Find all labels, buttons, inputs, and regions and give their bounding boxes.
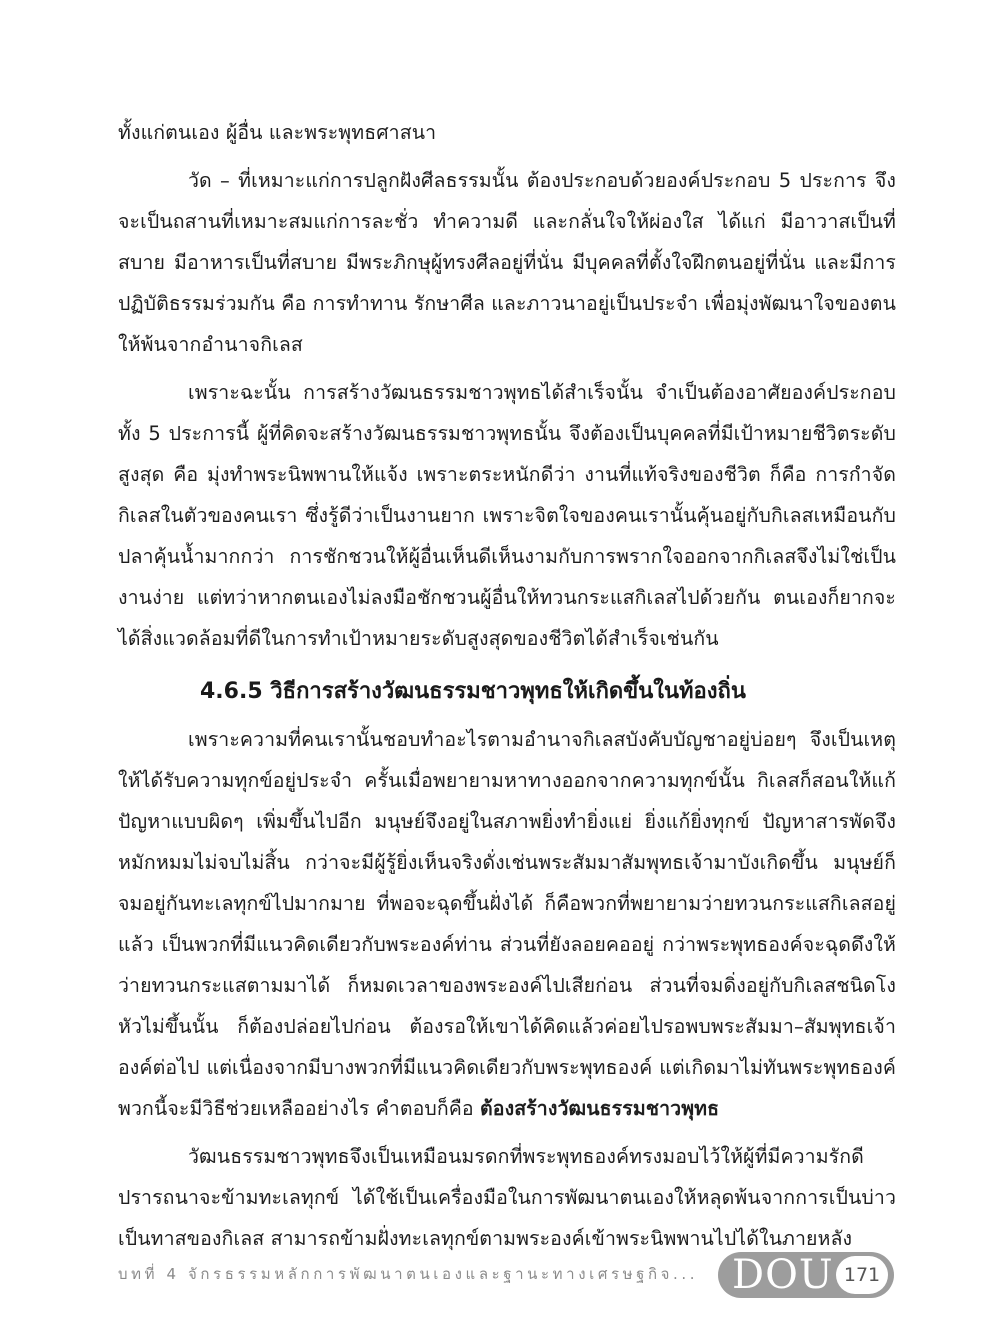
paragraph-heritage: วัฒนธรรมชาวพุทธจึงเป็นเหมือนมรดกที่พระพุทธองค์ทรงมอบไว้ให้ผู้ที่มีความรักดีปรารถนาจะข้ามทะเลทุกข์ ได้ใช้เป็นเครื่องมือในการพัฒนาตนเองให้หลุดพ้นจากการเป็นบ่าวเป็นทาสของกิเลส สามารถข้ามฝั่งทะเลทุกข์ตามพระองค์เข้าพระนิพพานไปได้ในภายหลัง [118,1145,896,1250]
paragraph-temple: วัด – ที่เหมาะแก่การปลูกฝังศีลธรรมนั้น ต้องประกอบด้วยองค์ประกอบ 5 ประการ จึงจะเป็นถสานที่เหมาะสมแก่การละชั่ว ทำความดี และกลั่นใจให้ผ่องใส ได้แก่ มีอาวาสเป็นที่สบาย มีอาหารเป็นที่สบาย มีพระภิกษุผู้ทรงศีลอยู่ที่นั่น มีบุคคลที่ตั้งใจฝึกตนอยู่ที่นั่น และมีการปฏิบัติธรรมร่วมกัน คือ การทำทาน รักษาศีล และภาวนาอยู่เป็นประจำ เพื่อมุ่งพัฒนาใจของตนให้พ้นจากอำนาจกิเลส [118,169,896,356]
paragraph-therefore: เพราะฉะนั้น การสร้างวัฒนธรรมชาวพุทธได้สำเร็จนั้น จำเป็นต้องอาศัยองค์ประกอบทั้ง 5 ประการนี้ ผู้ที่คิดจะสร้างวัฒนธรรมชาวพุทธนั้น จึงต้องเป็นบุคคลที่มีเป้าหมายชีวิตระดับสูงสุด คือ มุ่งทำพระนิพพานให้แจ้ง เพราะตระหนักดีว่า งานที่แท้จริงของชีวิต ก็คือ การกำจัดกิเลสในตัวของคนเรา ซึ่งรู้ดีว่าเป็นงานยาก เพราะจิตใจของคนเรานั้นคุ้นอยู่กับกิเลสเหมือนกับปลาคุ้นน้ำมากกว่า การชักชวนให้ผู้อื่นเห็นดีเห็นงามกับการพรากใจออกจากกิเลสจึงไม่ใช่เป็นงานง่าย แต่ทว่าหากตนเองไม่ลงมือชักชวนผู้อื่นให้ทวนกระแสกิเลสไปด้วยกัน ตนเองก็ยากจะได้สิ่งแวดล้อมที่ดีในการทำเป้าหมายระดับสูงสุดของชีวิตได้สำเร็จเช่นกัน [118,381,896,650]
paragraph-method-emphasis: ต้องสร้างวัฒนธรรมชาวพุทธ [480,1097,720,1120]
section-heading: 4.6.5 วิธีการสร้างวัฒนธรรมชาวพุทธให้เกิดขึ้นในท้องถิ่น [200,679,746,704]
footer-chapter-title: บทที่ 4 จักรธรรมหลักการพัฒนาตนเองและฐานะทางเศรษฐกิจ... [118,1265,699,1283]
paragraph-method [118,719,896,1129]
paragraph-method-text: เพราะความที่คนเรานั้นชอบทำอะไรตามอำนาจกิเลสบังคับบัญชาอยู่บ่อยๆ จึงเป็นเหตุให้ได้รับความทุกข์อยู่ประจำ ครั้นเมื่อพยายามหาทางออกจากความทุกข์นั้น กิเลสก็สอนให้แก้ปัญหาแบบผิดๆ เพิ่มขึ้นไปอีก มนุษย์จึงอยู่ในสภาพยิ่งทำยิ่งแย่ ยิ่งแก้ยิ่งทุกข์ ปัญหาสารพัดจึงหมักหมมไม่จบไม่สิ้น กว่าจะมีผู้รู้ยิ่งเห็นจริงดั่งเช่นพระสัมมาสัมพุทธเจ้ามาบังเกิดขึ้น มนุษย์ก็จมอยู่กันทะเลทุกข์ไปมากมาย ที่พอจะฉุดขึ้นฝั่งได้ ก็คือพวกที่พยายามว่ายทวนกระแสกิเลสอยู่แล้ว เป็นพวกที่มีแนวคิดเดียวกับพระองค์ท่าน ส่วนที่ยังลอยคออยู่ กว่าพระพุทธองค์จะฉุดดึงให้ว่ายทวนกระแสตามมาได้ ก็หมดเวลาของพระองค์ไปเสียก่อน ส่วนที่จมดิ่งอยู่กับกิเลสชนิดโงหัวไม่ขึ้นนั้น ก็ต้องปล่อยไปก่อน ต้องรอให้เขาได้คิดแล้วค่อยไปรอพบพระสัมมา–สัมพุทธเจ้าองค์ต่อไป แต่เนื่องจากมีบางพวกที่มีแนวคิดเดียวกับพระพุทธองค์ แต่เกิดมาไม่ทันพระพุทธองค์ พวกนี้จะมีวิธีช่วยเหลืออย่างไร คำตอบก็คือ [118,728,896,1120]
page-body [118,112,896,1259]
footer-badge [718,1252,894,1298]
page-footer [118,1252,894,1298]
dou-logo: DOU [732,1252,834,1298]
paragraph-continuation: ทั้งแก่ตนเอง ผู้อื่น และพระพุทธศาสนา [118,121,437,144]
page-number: 171 [836,1256,888,1294]
